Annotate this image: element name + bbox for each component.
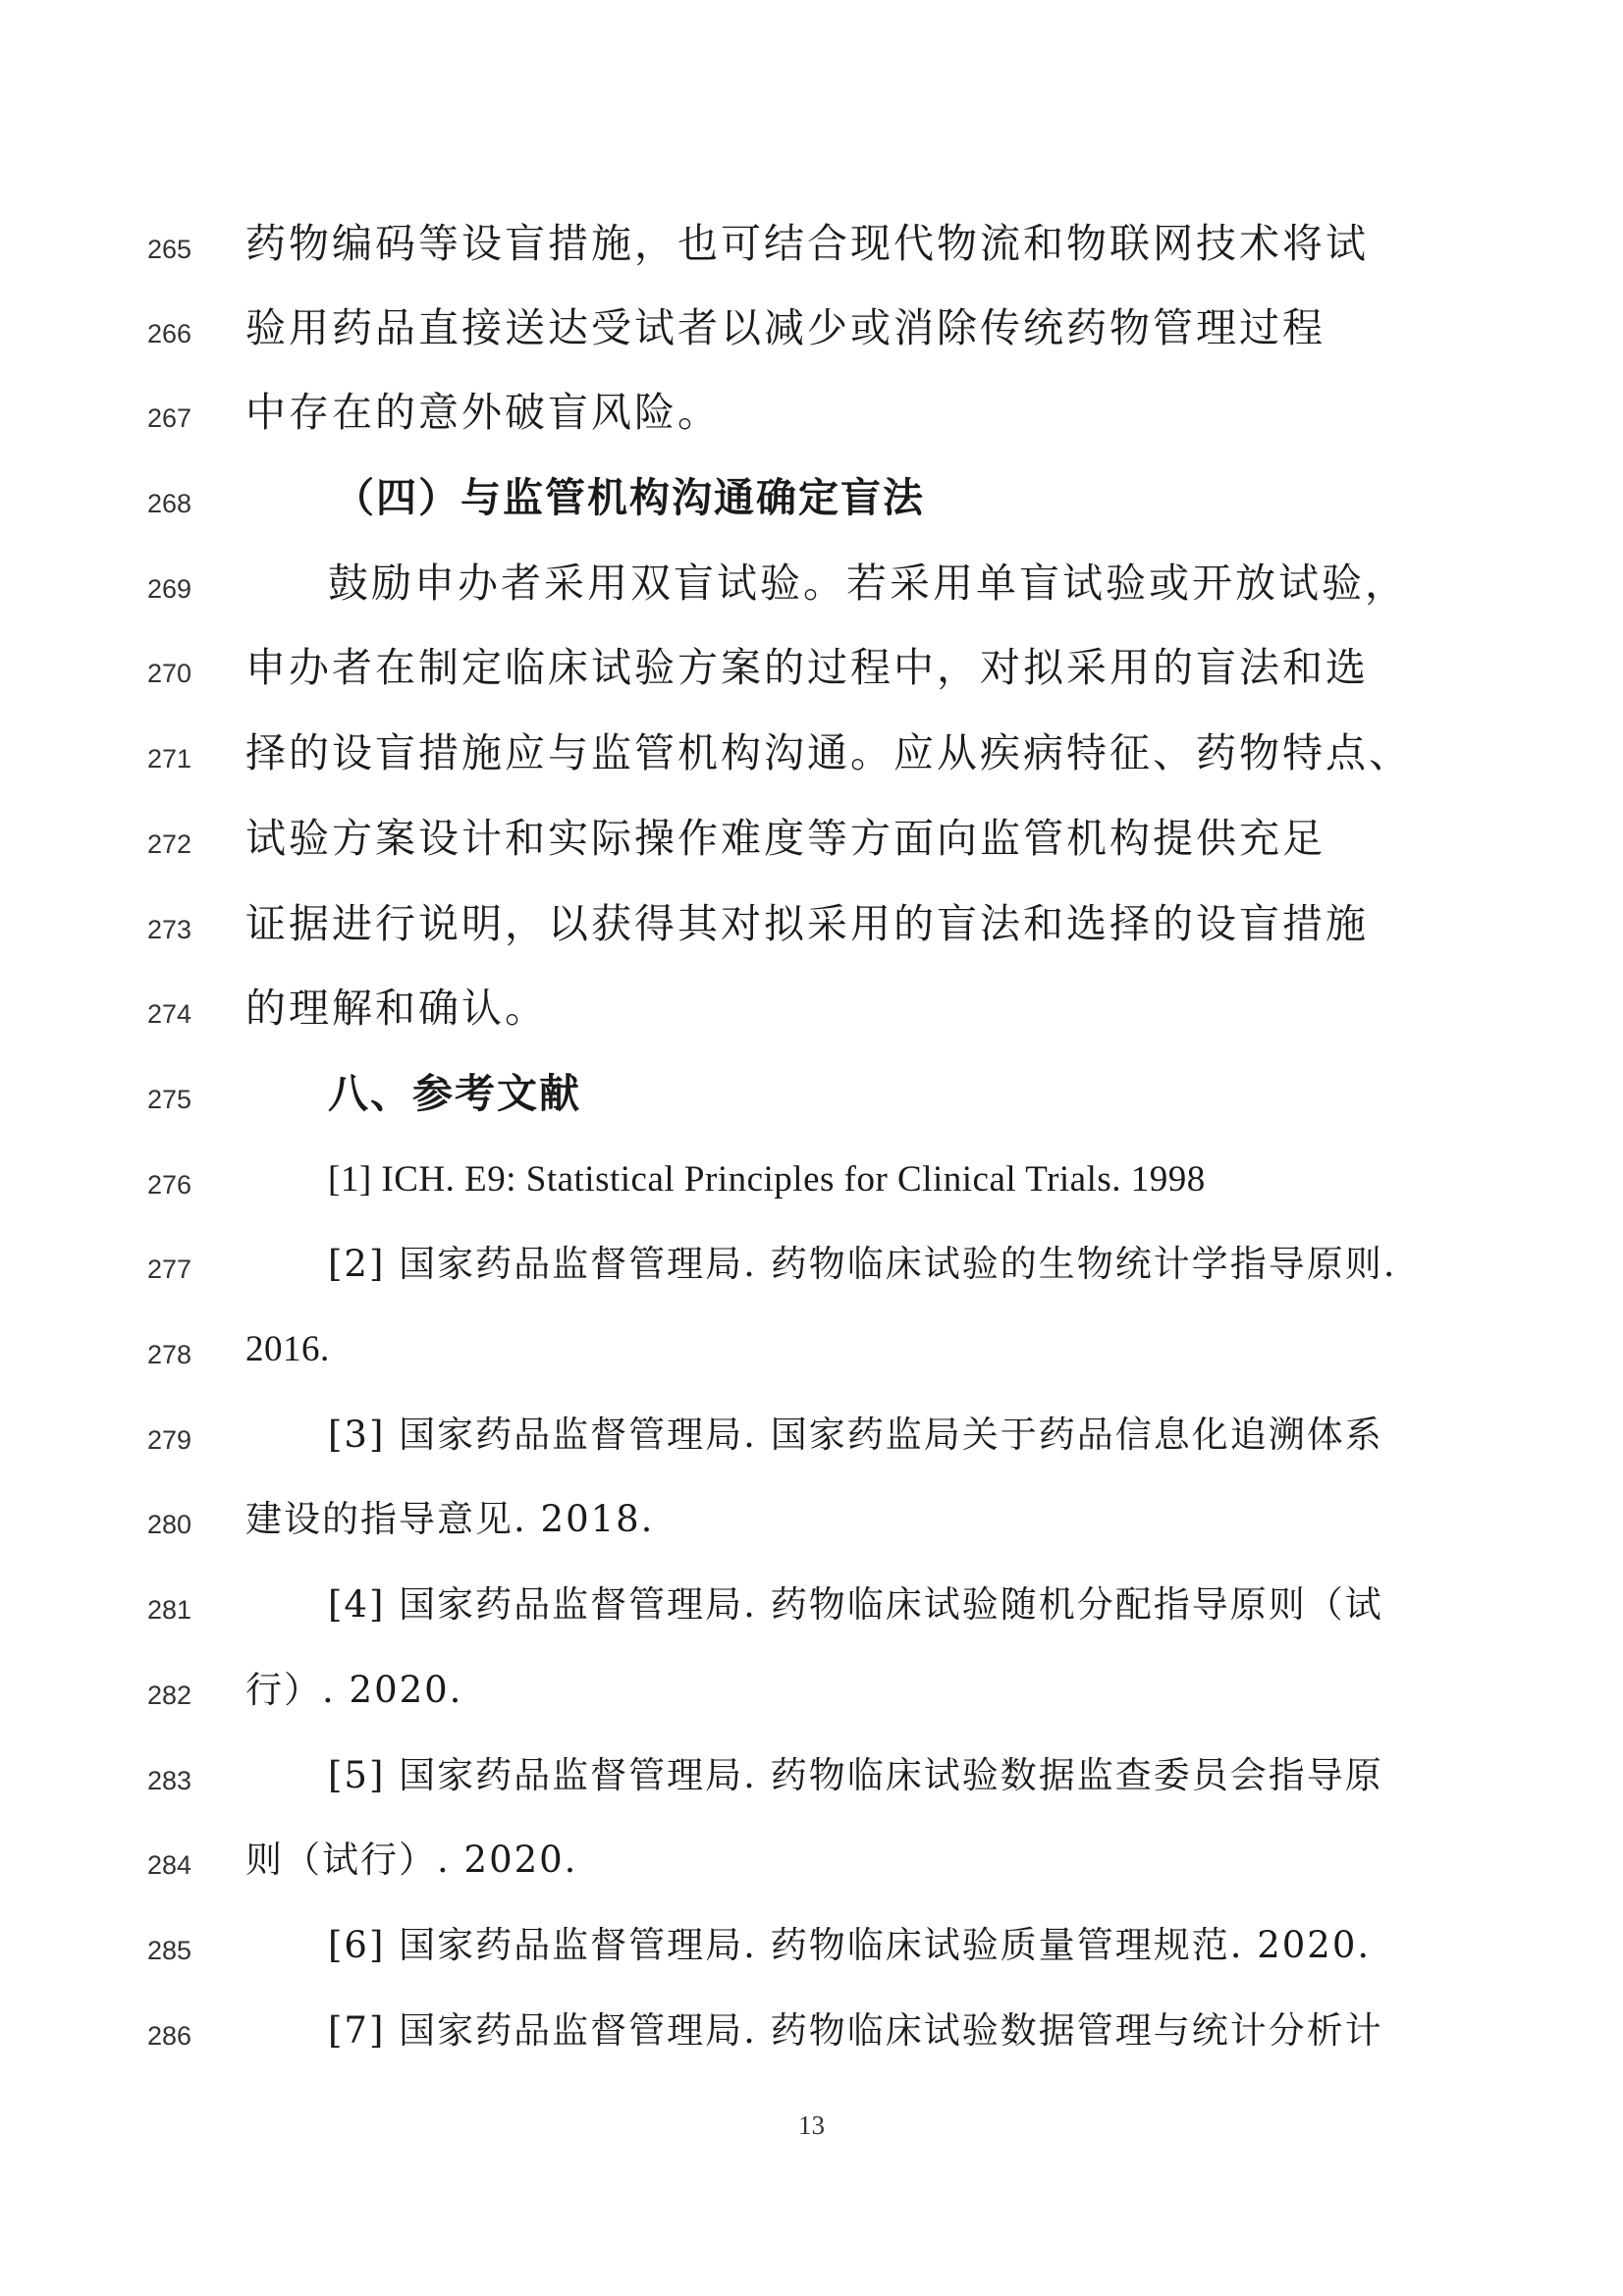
text-line (0, 1221, 1623, 1307)
line-number: 276 (147, 1170, 192, 1200)
text-line (0, 1307, 1623, 1392)
text-line (0, 1562, 1623, 1647)
reference-text: [7] 国家药品监督管理局. 药物临床试验数据管理与统计分析计 (328, 2009, 1383, 2052)
line-number: 274 (147, 999, 192, 1029)
line-number: 280 (147, 1510, 192, 1539)
reference-text: 建设的指导意见. 2018. (245, 1498, 655, 1540)
line-number: 273 (147, 915, 192, 944)
line-number: 269 (147, 574, 192, 604)
body-text: 申办者在制定临床试验方案的过程中，对拟采用的盲法和选 (245, 644, 1369, 691)
section-heading: 八、参考文献 (328, 1070, 581, 1117)
body-text: 药物编码等设盲措施，也可结合现代物流和物联网技术将试 (245, 220, 1369, 267)
text-line (0, 1476, 1623, 1562)
text-line (0, 625, 1623, 711)
body-text: 择的设盲措施应与监管机构沟通。应从疾病特征、药物特点、 (245, 729, 1412, 776)
reference-text: 则（试行）. 2020. (245, 1839, 578, 1881)
text-line (0, 881, 1623, 967)
text-line (0, 796, 1623, 881)
line-number: 286 (147, 2021, 192, 2051)
line-number: 267 (147, 403, 192, 433)
text-line (0, 201, 1623, 287)
line-number: 281 (147, 1595, 192, 1625)
line-number: 283 (147, 1766, 192, 1795)
line-number: 265 (147, 235, 192, 264)
body-text: 鼓励申办者采用双盲试验。若采用单盲试验或开放试验， (328, 560, 1408, 607)
text-line (0, 1051, 1623, 1137)
section-heading: （四）与监管机构沟通确定盲法 (334, 474, 925, 521)
line-number: 284 (147, 1850, 192, 1880)
body-text: 的理解和确认。 (245, 985, 548, 1032)
reference-text: [4] 国家药品监督管理局. 药物临床试验随机分配指导原则（试 (328, 1583, 1383, 1626)
line-number: 282 (147, 1681, 192, 1710)
body-text: 试验方案设计和实际操作难度等方面向监管机构提供充足 (245, 815, 1325, 862)
text-line (0, 286, 1623, 371)
reference-text: [1] ICH. E9: Statistical Principles for Clinical Trials. 1998 (328, 1159, 1206, 1200)
line-number: 277 (147, 1255, 192, 1284)
reference-text: [6] 国家药品监督管理局. 药物临床试验质量管理规范. 2020. (328, 1924, 1372, 1966)
text-line (0, 1988, 1623, 2073)
text-line (0, 455, 1623, 541)
line-number: 272 (147, 829, 192, 859)
body-text: 中存在的意外破盲风险。 (245, 389, 721, 436)
reference-text: [2] 国家药品监督管理局. 药物临床试验的生物统计学指导原则. (328, 1243, 1397, 1285)
reference-text: 2016. (245, 1329, 330, 1369)
line-number: 278 (147, 1340, 192, 1369)
line-number: 275 (147, 1085, 192, 1114)
text-line (0, 1647, 1623, 1733)
text-line (0, 966, 1623, 1051)
body-text: 证据进行说明，以获得其对拟采用的盲法和选择的设盲措施 (245, 900, 1369, 947)
page-number: 13 (798, 2110, 825, 2140)
text-line (0, 370, 1623, 455)
text-line (0, 1392, 1623, 1477)
line-number: 271 (147, 744, 192, 774)
text-line (0, 541, 1623, 626)
body-text: 验用药品直接送达受试者以减少或消除传统药物管理过程 (245, 304, 1325, 351)
text-line (0, 1137, 1623, 1222)
text-line (0, 1902, 1623, 1988)
line-number: 268 (147, 489, 192, 518)
line-number: 279 (147, 1425, 192, 1455)
reference-text: [3] 国家药品监督管理局. 国家药监局关于药品信息化追溯体系 (328, 1414, 1383, 1456)
line-number: 270 (147, 659, 192, 688)
text-line (0, 711, 1623, 796)
reference-text: [5] 国家药品监督管理局. 药物临床试验数据监查委员会指导原 (328, 1754, 1383, 1796)
reference-text: 行）. 2020. (245, 1669, 463, 1711)
line-number: 285 (147, 1936, 192, 1965)
line-number: 266 (147, 319, 192, 348)
text-line (0, 1817, 1623, 1902)
text-line (0, 1733, 1623, 1818)
